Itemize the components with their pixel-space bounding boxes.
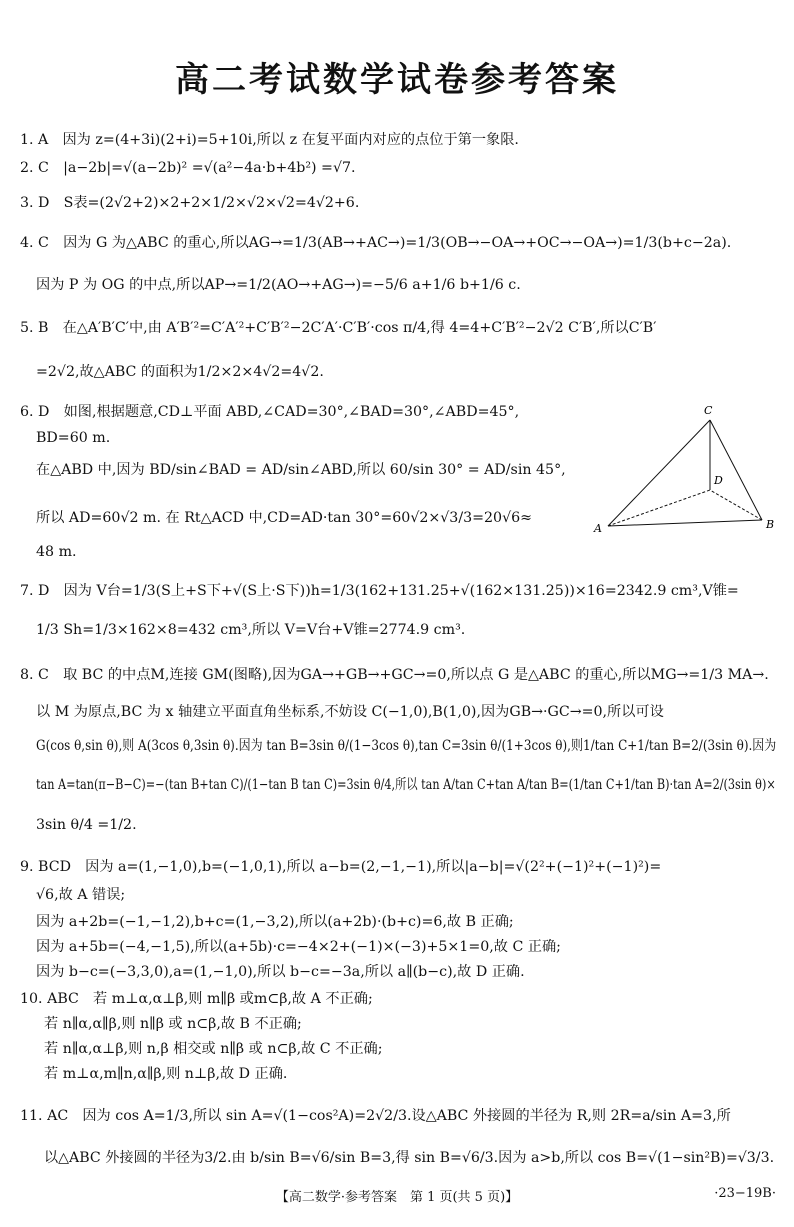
answer-line: 因为 a+2b=(−1,−1,2),b+c=(1,−3,2),所以(a+2b)·(b+c)=6,故 B 正确; [36,914,514,930]
answer-line: 48 m. [36,544,77,560]
answer-line: 若 m⊥α,m∥n,α∥β,则 n⊥β,故 D 正确. [44,1066,288,1082]
answer-line: 在△ABD 中,因为 BD/sin∠BAD = AD/sin∠ABD,所以 60/sin 30° = AD/sin 45°, [36,462,566,478]
answer-line: =2√2,故△ABC 的面积为1/2×2×4√2=4√2. [36,364,324,380]
footer-page-info: 【高二数学·参考答案 第 1 页(共 5 页)】 [275,1190,519,1205]
page-title: 高二考试数学试卷参考答案 [175,60,619,100]
answer-line: 所以 AD=60√2 m. 在 Rt△ACD 中,CD=AD·tan 30°=60√2×√3/3=20√6≈ [36,510,533,526]
answer-line: 因为 b−c=(−3,3,0),a=(1,−1,0),所以 b−c=−3a,所以 a∥(b−c),故 D 正确. [36,964,525,980]
answer-line: √6,故 A 错误; [36,887,126,903]
answer-line: 3sin θ/4 =1/2. [36,817,137,833]
answer-line: 10. ABC 若 m⊥α,α⊥β,则 m∥β 或m⊂β,故 A 不正确; [20,991,373,1007]
answer-line: 1. A 因为 z=(4+3i)(2+i)=5+10i,所以 z 在复平面内对应的点位于第一象限. [20,132,519,148]
answer-line: 若 n∥α,α∥β,则 n∥β 或 n⊂β,故 B 不正确; [44,1016,302,1032]
edge-ac [608,420,710,526]
answer-line: 9. BCD 因为 a=(1,−1,0),b=(−1,0,1),所以 a−b=(2,−1,−1),所以|a−b|=√(2²+(−1)²+(−1)²)= [20,859,662,875]
answer-line: 4. C 因为 G 为△ABC 的重心,所以AG→=1/3(AB→+AC→)=1/3(OB→−OA→+OC→−OA→)=1/3(b+c−2a). [20,235,732,251]
answer-line: tan A=tan(π−B−C)=−(tan B+tan C)/(1−tan B tan C)=3sin θ/4,所以 tan A/tan C+tan A/tan B=(1/tan C+1/tan B)·tan A=2/(3sin θ)× [36,777,776,793]
answer-line: 若 n∥α,α⊥β,则 n,β 相交或 n∥β 或 n⊂β,故 C 不正确; [44,1041,383,1057]
answer-line: G(cos θ,sin θ),则 A(3cos θ,3sin θ).因为 tan B=3sin θ/(1−3cos θ),tan C=3sin θ/(1+3cos θ),则1/tan C+1/tan B=2/(3sin θ).因为 [36,738,777,754]
label-c: C [704,404,713,417]
answer-line: BD=60 m. [36,430,111,446]
answer-line: 1/3 Sh=1/3×162×8=432 cm³,所以 V=V台+V锥=2774.9 cm³. [36,622,466,638]
answer-line: 因为 P 为 OG 的中点,所以AP→=1/2(AO→+AG→)=−5/6 a+1/6 b+1/6 c. [36,277,521,293]
answer-line: 11. AC 因为 cos A=1/3,所以 sin A=√(1−cos²A)=2√2/3.设△ABC 外接圆的半径为 R,则 2R=a/sin A=3,所 [20,1108,731,1124]
answer-line: 6. D 如图,根据题意,CD⊥平面 ABD,∠CAD=30°,∠BAD=30°,∠ABD=45°, [20,404,520,420]
answer-line: 3. D S表=(2√2+2)×2+2×1/2×√2×√2=4√2+6. [20,195,360,211]
answer-line: 7. D 因为 V台=1/3(S上+S下+√(S上·S下))h=1/3(162+131.25+√(162×131.25))×16=2342.9 cm³,V锥= [20,583,739,599]
geometry-figure [590,400,780,540]
answer-line: 8. C 取 BC 的中点M,连接 GM(图略),因为GA→+GB→+GC→=0,所以点 G 是△ABC 的重心,所以MG→=1/3 MA→. [20,667,769,683]
answer-line: 以 M 为原点,BC 为 x 轴建立平面直角坐标系,不妨设 C(−1,0),B(1,0),因为GB→·GC→=0,所以可设 [36,704,664,720]
answer-line: 以△ABC 外接圆的半径为3/2.由 b/sin B=√6/sin B=3,得 sin B=√6/3.因为 a>b,所以 cos B=√(1−sin²B)=√3/3. [44,1150,775,1166]
label-d: D [714,474,723,487]
edge-ab [608,520,762,526]
footer-code: ·23−19B· [714,1186,776,1201]
answer-line: 因为 a+5b=(−4,−1,5),所以(a+5b)·c=−4×2+(−1)×(−3)+5×1=0,故 C 正确; [36,939,561,955]
answer-line: 2. C |a−2b|=√(a−2b)² =√(a²−4a·b+4b²) =√7. [20,160,356,176]
label-a: A [594,522,602,535]
label-b: B [766,518,775,531]
answer-line: 5. B 在△A′B′C′中,由 A′B′²=C′A′²+C′B′²−2C′A′·C′B′·cos π/4,得 4=4+C′B′²−2√2 C′B′,所以C′B′ [20,320,657,336]
edge-ad [608,490,710,526]
